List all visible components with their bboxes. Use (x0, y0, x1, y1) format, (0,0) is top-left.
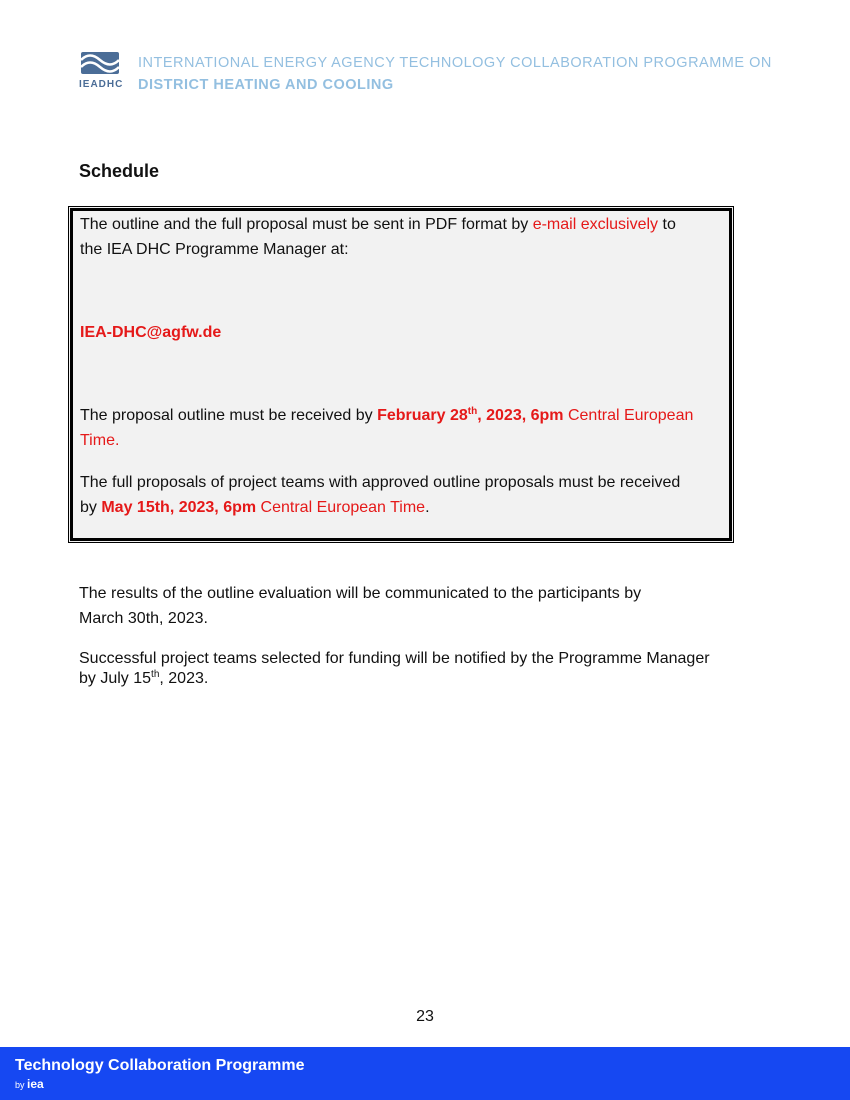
logo-text: IEADHC (79, 79, 124, 90)
deadline-date: May 15th, 2023, 6pm (101, 499, 257, 516)
org-title-line2: DISTRICT HEATING AND COOLING (138, 77, 394, 93)
schedule-box (68, 206, 734, 543)
highlight-text: e-mail exclusively (532, 216, 659, 233)
timezone-text: Time. (80, 432, 120, 449)
funding-notification-paragraph (79, 649, 710, 689)
org-title-line1: INTERNATIONAL ENERGY AGENCY TECHNOLOGY COLLABORATION PROGRAMME ON (138, 55, 772, 71)
contact-email[interactable]: IEA-DHC@agfw.de (80, 324, 222, 341)
text: March 30th, 2023. (79, 610, 208, 627)
text: , 2023. (159, 670, 209, 687)
text: to (658, 216, 676, 233)
wave-logo-icon (81, 52, 119, 74)
footer-byline: by iea (15, 1077, 44, 1091)
text: th (151, 669, 160, 680)
text: The full proposals of project teams with approved outline proposals must be received (80, 474, 681, 491)
text: Successful project teams selected for funding will be notified by the Programme Manager (79, 650, 710, 667)
deadline-date: February 28th, 2023, 6pm (377, 406, 564, 424)
timezone-text: Central European (563, 407, 694, 424)
iea-logo: iea (27, 1077, 44, 1091)
text: the IEA DHC Programme Manager at: (80, 241, 349, 258)
text: . (425, 499, 430, 516)
timezone-text: Central European Time (256, 499, 426, 516)
text: The proposal outline must be received by (80, 407, 378, 424)
footer-bar (0, 1047, 850, 1100)
footer-title: Technology Collaboration Programme (15, 1057, 305, 1074)
org-title (138, 52, 772, 96)
text: The results of the outline evaluation will be communicated to the participants by (79, 585, 642, 602)
text: The outline and the full proposal must be sent in PDF format by (80, 216, 533, 233)
full-proposal-deadline-paragraph (80, 470, 680, 520)
submission-paragraph (80, 212, 676, 262)
iea-dhc-logo (79, 52, 124, 92)
text: by (80, 499, 102, 516)
section-title: Schedule (79, 161, 160, 181)
text: by July 15 (79, 670, 152, 687)
outline-deadline-paragraph (80, 403, 693, 453)
page-number: 23 (416, 1008, 434, 1025)
evaluation-results-paragraph (79, 581, 641, 631)
